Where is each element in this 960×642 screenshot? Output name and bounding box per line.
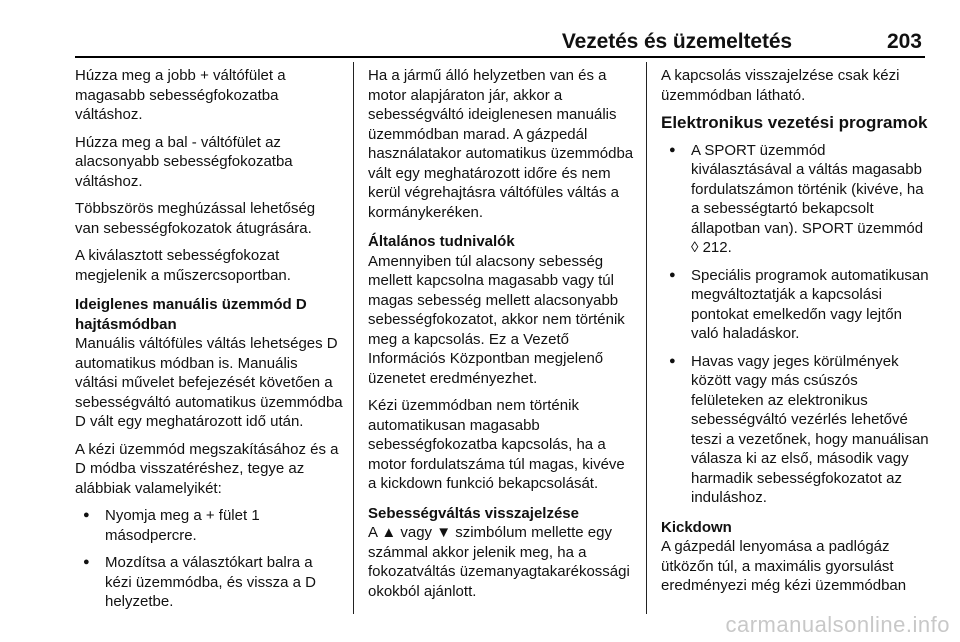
section-heading: Kickdown: [661, 518, 732, 536]
page-number: 203: [886, 30, 922, 53]
paragraph: A kapcsolás visszajelzése csak kézi üzemmódban látható.: [661, 67, 900, 104]
column-1: [75, 66, 343, 620]
paragraph: Ha a jármű álló helyzetben van és a motor alapjáraton jár, akkor a sebességváltó ideiglenesen manuális üzemmódban marad. A gázpedál használatakor automatikus üzemmódba vált egy meghatározott időre és nem kerül végrehajtásra váltófüles váltás a kormánykeréken.: [368, 67, 634, 221]
page-title: Vezetés és üzemeltetés: [561, 30, 792, 53]
paragraph: Kézi üzemmódban nem történik automatikusan magasabb sebességfokozatba kapcsolás, ha a motor fordulatszáma túl magas, kivéve a kickdown funkció bekapcsolását.: [368, 397, 625, 492]
column-2: [368, 66, 636, 609]
paragraph: A kiválasztott sebességfokozat megjelenik a műszercsoportban.: [75, 247, 291, 284]
section-heading: Ideiglenes manuális üzemmód D hajtásmódban: [75, 296, 307, 333]
bullet-list: [75, 506, 343, 612]
list-item: ● Havas vagy jeges körülmények között vagy más csúszós felületeken az elektronikus sebességváltó vezérlés lehetővé teszi a vezetőnek, hogy manuálisan válasza ki az első, második vagy harmadik sebességfokozatot az induláshoz.: [661, 352, 929, 508]
column-divider-1: [353, 62, 354, 614]
section-heading: Elektronikus vezetési programok: [661, 113, 928, 132]
paragraph: Manuális váltófüles váltás lehetséges D automatikus módban is. Manuális váltási művelet befejezését követően a sebességváltó automatikus üzemmódba D vált egy meghatározott idő után.: [75, 335, 343, 430]
paragraph: A ▲ vagy ▼ szimbólum mellette egy számmal akkor jelenik meg, ha a fokozatváltás üzemanyagtakarékossági okokból ajánlott.: [368, 524, 630, 600]
paragraph: Amennyiben túl alacsony sebesség mellett kapcsolna magasabb vagy túl magas sebesség mellett alacsonyabb sebességfokozatot, akkor nem történik meg a kapcsolás. Ez a Vezető Információs Központban megjelenő üzenetet eredményezhet.: [368, 252, 625, 387]
paragraph: Húzza meg a bal - váltófület az alacsonyabb sebességfokozatba váltáshoz.: [75, 133, 293, 190]
column-3: [661, 66, 929, 604]
column-divider-2: [646, 62, 647, 614]
list-item: ● A SPORT üzemmód kiválasztásával a váltás magasabb fordulatszámon történik (kivéve, ha a sebességtartó bekapcsolt állapotban van). SPORT üzemmód ◊ 212.: [661, 141, 929, 258]
list-item: ● Mozdítsa a választókart balra a kézi üzemmódba, és vissza a D helyzetbe.: [75, 553, 343, 612]
paragraph: Húzza meg a jobb + váltófület a magasabb sebességfokozatba váltáshoz.: [75, 67, 286, 123]
watermark: carmanualsonline.info: [725, 612, 950, 637]
section-heading: Sebességváltás visszajelzése: [368, 504, 579, 522]
list-item: ● Speciális programok automatikusan megváltoztatják a kapcsolási pontokat emelkedőn vagy lejtőn való haladáskor.: [661, 266, 929, 344]
page-header: [0, 0, 960, 56]
paragraph: A gázpedál lenyomása a padlógáz ütközőn túl, a maximális gyorsulást eredményezi még kézi üzemmódban: [661, 538, 907, 594]
list-item: ● Nyomja meg a + fület 1 másodpercre.: [75, 506, 343, 545]
paragraph: Többszörös meghúzással lehetőség van sebességfokozatok átugrására.: [75, 200, 316, 237]
bullet-list: [661, 141, 929, 508]
section-heading: Általános tudnivalók: [368, 233, 515, 250]
header-rule: [75, 56, 925, 58]
paragraph: A kézi üzemmód megszakításához és a D módba visszatéréshez, tegye az alábbiak valamelyikét:: [75, 440, 339, 497]
